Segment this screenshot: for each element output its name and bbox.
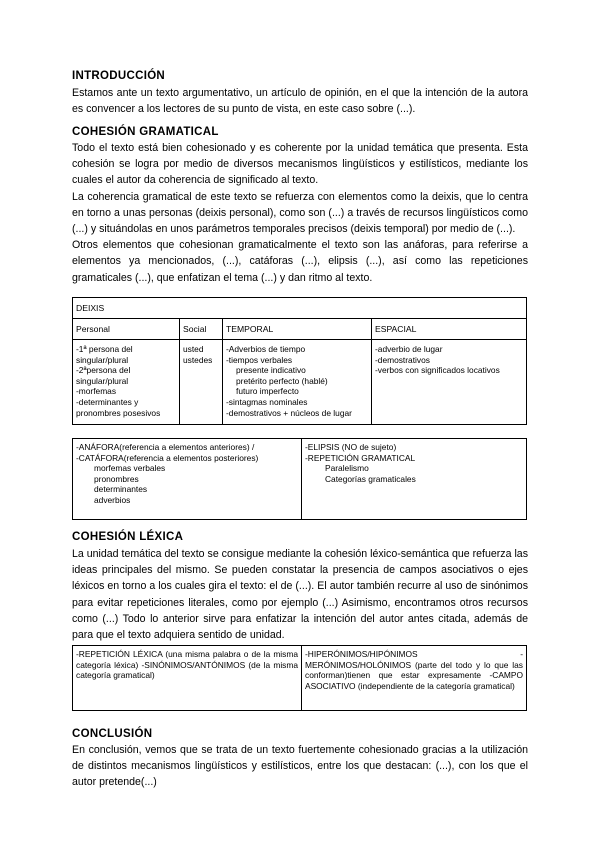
temporal-line: -demostrativos + núcleos de lugar: [226, 407, 352, 418]
social-line: usted: [183, 344, 204, 354]
personal-line: -morfemas: [76, 386, 117, 397]
lexical-paragraph: [72, 546, 528, 643]
personal-line: -1ª persona del: [76, 344, 133, 354]
deixis-title: DEIXIS: [73, 298, 527, 319]
personal-cell: [73, 340, 180, 425]
cohesion-line: determinantes: [94, 484, 148, 495]
personal-line: singular/plural: [76, 354, 129, 365]
temporal-line: pretérito perfecto (hablé): [236, 375, 328, 386]
cohesion-line: -CATÁFORA(referencia a elementos posteriores): [76, 452, 259, 463]
cohesion-line: adverbios: [94, 494, 131, 505]
grammatical-paragraph-3: Otros elementos que cohesionan gramaticalmente el texto son las anáforas, para referirse a elementos ya mencionados, (...), catáforas (...), elipsis (...), así como las repeticiones gramaticales (...), que enfatizan el tema (...) y dan ritmo al texto.: [72, 239, 528, 284]
espacial-line: -verbos con significados locativos: [375, 365, 500, 376]
ellipsis-cell: [302, 439, 527, 520]
lexical-table: [72, 645, 527, 711]
cohesion-line: Categorías gramaticales: [325, 473, 416, 484]
temporal-line: -sintagmas nominales: [226, 396, 308, 407]
header-personal: Personal: [73, 319, 180, 340]
cohesion-line: morfemas verbales: [94, 463, 166, 474]
espacial-cell: [372, 340, 527, 425]
cohesion-line: -ELIPSIS (NO de sujeto): [305, 442, 397, 452]
espacial-line: -adverbio de lugar: [375, 344, 443, 354]
anaphora-cell: [73, 439, 302, 520]
social-line: ustedes: [183, 354, 213, 365]
hyperonym-cell: -HIPERÓNIMOS/HIPÓNIMOS -MERÓNIMOS/HOLÓNIMOS (parte del todo y lo que las conforman)tienen que estar expresamente -CAMPO ASOCIATIVO (independiente de la categoría gramatical): [302, 646, 527, 711]
personal-line: pronombres posesivos: [76, 407, 161, 418]
grammatical-paragraphs: [72, 140, 528, 286]
grammatical-heading: COHESIÓN GRAMATICAL: [72, 126, 219, 138]
temporal-cell: [223, 340, 372, 425]
deixis-table: [72, 297, 527, 425]
intro-text: Estamos ante un texto argumentativo, un artículo de opinión, en el que la intención de la autora es convencer a los lectores de su punto de vista, en este caso sobre (...).: [72, 87, 528, 116]
temporal-line: -Adverbios de tiempo: [226, 344, 306, 354]
cohesion-line: pronombres: [94, 473, 139, 484]
conclusion-text: En conclusión, vemos que se trata de un texto fuertemente cohesionado gracias a la utilización de distintos mecanismos lingüísticos y estilísticos, entre los que destacan: (...), con los que el autor pretende(...): [72, 744, 528, 789]
personal-line: singular/plural: [76, 375, 129, 386]
personal-line: -2ªpersona del: [76, 365, 131, 376]
header-temporal: TEMPORAL: [223, 319, 372, 340]
conclusion-heading: CONCLUSIÓN: [72, 728, 153, 740]
header-espacial: ESPACIAL: [372, 319, 527, 340]
cohesion-line: Paralelismo: [325, 463, 369, 474]
cohesion-table: [72, 438, 527, 520]
lexical-text: La unidad temática del texto se consigue mediante la cohesión léxico-semántica que refuerza las ideas principales del mismo. Se pueden constatar la presencia de campos asociativos o ejes léxicos en torno a los cuales gira el texto: el de (...). El autor también recurre al uso de sinónimos para evitar repeticiones literales, como por ejemplo (...) Asimismo, encontramos otros recursos como (...) Todo lo anterior sirve para enfatizar la intención del autor antes citada, además de para que el texto adquiera sentido de unidad.: [72, 548, 528, 642]
temporal-line: futuro imperfecto: [236, 386, 299, 397]
espacial-line: -demostrativos: [375, 354, 430, 365]
temporal-line: -tiempos verbales: [226, 354, 293, 365]
grammatical-paragraph-1: Todo el texto está bien cohesionado y es coherente por la unidad temática que presenta. Esta cohesión se logra por medio de diversos mecanismos lingüísticos y estilísticos, mediante los cuales el autor da coherencia de significado al texto.: [72, 142, 528, 187]
conclusion-paragraph: [72, 742, 528, 791]
temporal-line: presente indicativo: [236, 365, 306, 376]
lexical-heading: COHESIÓN LÉXICA: [72, 531, 184, 543]
cohesion-line: -ANÁFORA(referencia a elementos anteriores) /: [76, 442, 255, 452]
personal-line: -determinantes y: [76, 396, 139, 407]
header-social: Social: [180, 319, 223, 340]
lexical-repetition-cell: -REPETICIÓN LÉXICA (una misma palabra o de la misma categoría léxica) -SINÓNIMOS/ANTÓNIMOS (de la misma categoría gramatical): [73, 646, 302, 711]
grammatical-paragraph-2: La coherencia gramatical de este texto se refuerza con elementos como la deixis, que lo centra en torno a unas personas (deixis personal), como son (...) a través de recursos lingüísticos como (...) y situándolas en unos parámetros temporales precisos (deixis temporal) por medio de (...).: [72, 190, 528, 236]
social-cell: [180, 340, 223, 425]
intro-paragraph: [72, 85, 528, 117]
intro-heading: INTRODUCCIÓN: [72, 70, 166, 82]
cohesion-line: -REPETICIÓN GRAMATICAL: [305, 452, 416, 463]
